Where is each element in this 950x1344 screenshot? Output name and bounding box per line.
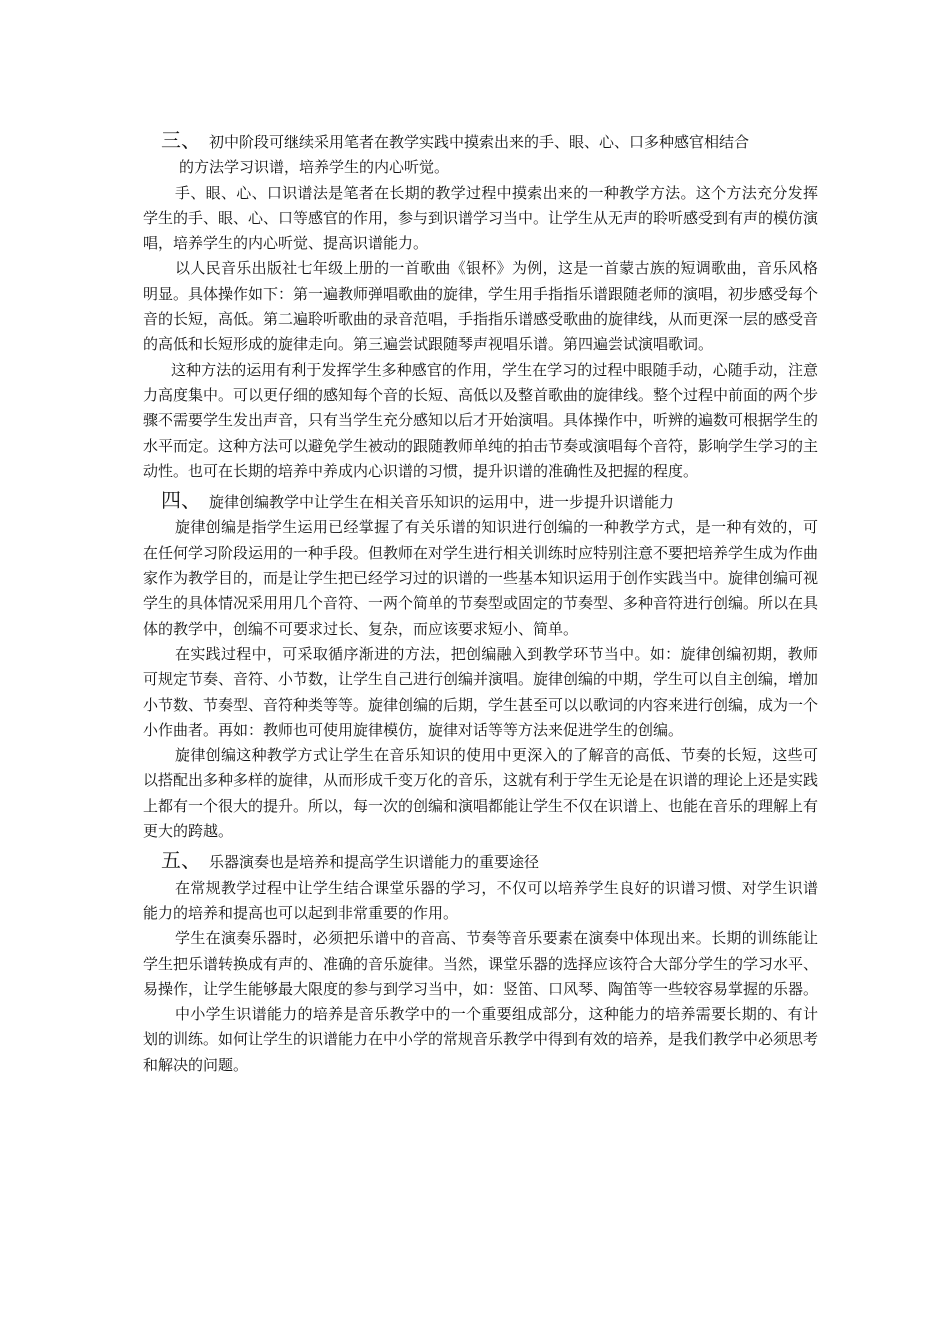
section-4-paragraph-3: 旋律创编这种教学方式让学生在音乐知识的使用中更深入的了解音的高低、节奏的长短，这些可以搭配出多种多样的旋律，从而形成千变万化的音乐，这就有利于学生无论是在识谱的理论上还是实践上都有一个很大的提升。所以，每一次的创编和演唱都能让学生不仅在识谱上、也能在音乐的理解上有更大的跨越。 bbox=[143, 746, 819, 841]
section-3-number: 三、 bbox=[161, 128, 201, 152]
document-body bbox=[143, 124, 818, 1078]
section-3-heading-text: 初中阶段可继续采用笔者在教学实践中摸索出来的手、眼、心、口多种感官相结合 bbox=[209, 133, 750, 151]
section-3-paragraph-1: 手、眼、心、口识谱法是笔者在长期的教学过程中摸索出来的一种教学方法。这个方法充分发挥学生的手、眼、心、口等感官的作用，参与到识谱学习当中。让学生从无声的聆听感受到有声的模仿演唱，培养学生的内心听觉、提高识谱能力。 bbox=[143, 183, 819, 253]
section-4-paragraph-2: 在实践过程中，可采取循序渐进的方法，把创编融入到教学环节当中。如：旋律创编初期，教师可规定节奏、音符、小节数，让学生自己进行创编并演唱。旋律创编的中期，学生可以自主创编，增加小节数、节奏型、音符种类等等。旋律创编的后期，学生甚至可以以歌词的内容来进行创编，成为一个小作曲者。再如：教师也可使用旋律模仿，旋律对话等等方法来促进学生的创编。 bbox=[143, 644, 819, 739]
section-3-heading-continued: 的方法学习识谱，培养学生的内心听觉。 bbox=[179, 158, 450, 177]
section-4-paragraph-1: 旋律创编是指学生运用已经掌握了有关乐谱的知识进行创编的一种教学方式，是一种有效的，可在任何学习阶段运用的一种手段。但教师在对学生进行相关训练时应特别注意不要把培养学生成为作曲家作为教学目的，而是让学生把已经学习过的识谱的一些基本知识运用于创作实践当中。旋律创编可视学生的具体情况采用用几个音符、一两个简单的节奏型或固定的节奏型、多种音符进行创编。所以在具体的教学中，创编不可要求过长、复杂，而应该要求短小、简单。 bbox=[143, 518, 819, 638]
section-5-paragraph-1: 在常规教学过程中让学生结合课堂乐器的学习，不仅可以培养学生良好的识谱习惯、对学生识谱能力的培养和提高也可以起到非常重要的作用。 bbox=[143, 878, 818, 922]
section-4-heading bbox=[143, 484, 818, 515]
section-3-paragraph-3: 这种方法的运用有利于发挥学生多种感官的作用，学生在学习的过程中眼随手动，心随手动，注意力高度集中。可以更仔细的感知每个音的长短、高低以及整首歌曲的旋律线。整个过程中前面的两个步骤不需要学生发出声音，只有当学生充分感知以后才开始演唱。具体操作中，听辨的遍数可根据学生的水平而定。这种方法可以避免学生被动的跟随教师单纯的拍击节奏或演唱每个音符，影响学生学习的主动性。也可在长期的培养中养成内心识谱的习惯，提升识谱的准确性及把握的程度。 bbox=[143, 360, 819, 480]
section-3-paragraph-2: 以人民音乐出版社七年级上册的一首歌曲《银杯》为例，这是一首蒙古族的短调歌曲，音乐风格明显。具体操作如下：第一遍教师弹唱歌曲的旋律，学生用手指指乐谱跟随老师的演唱，初步感受每个音的长短，高低。第二遍聆听歌曲的录音范唱，手指指乐谱感受歌曲的旋律线，从而更深一层的感受音的高低和长短形成的旋律走向。第三遍尝试跟随琴声视唱乐谱。第四遍尝试演唱歌词。 bbox=[143, 259, 819, 354]
section-4-heading-text: 旋律创编教学中让学生在相关音乐知识的运用中，进一步提升识谱能力 bbox=[209, 493, 675, 512]
section-5-paragraph-2: 学生在演奏乐器时，必须把乐谱中的音高、节奏等音乐要素在演奏中体现出来。长期的训练能让学生把乐谱转换成有声的、准确的音乐旋律。当然，课堂乐器的选择应该符合大部分学生的学习水平、易操作，让学生能够最大限度的参与到学习当中，如：竖笛、口风琴、陶笛等一些较容易掌握的乐器。 bbox=[143, 929, 819, 998]
section-5-number: 五、 bbox=[161, 848, 201, 873]
section-5-heading-text: 乐器演奏也是培养和提高学生识谱能力的重要途径 bbox=[209, 853, 540, 872]
section-3-heading bbox=[143, 124, 818, 155]
section-5-paragraph-3: 中小学生识谱能力的培养是音乐教学中的一个重要组成部分，这种能力的培养需要长期的、有计划的训练。如何让学生的识谱能力在中小学的常规音乐教学中得到有效的培养，是我们教学中必须思考和解决的问题。 bbox=[143, 1005, 819, 1074]
section-4-number: 四、 bbox=[161, 488, 201, 513]
section-5-heading bbox=[143, 844, 818, 875]
